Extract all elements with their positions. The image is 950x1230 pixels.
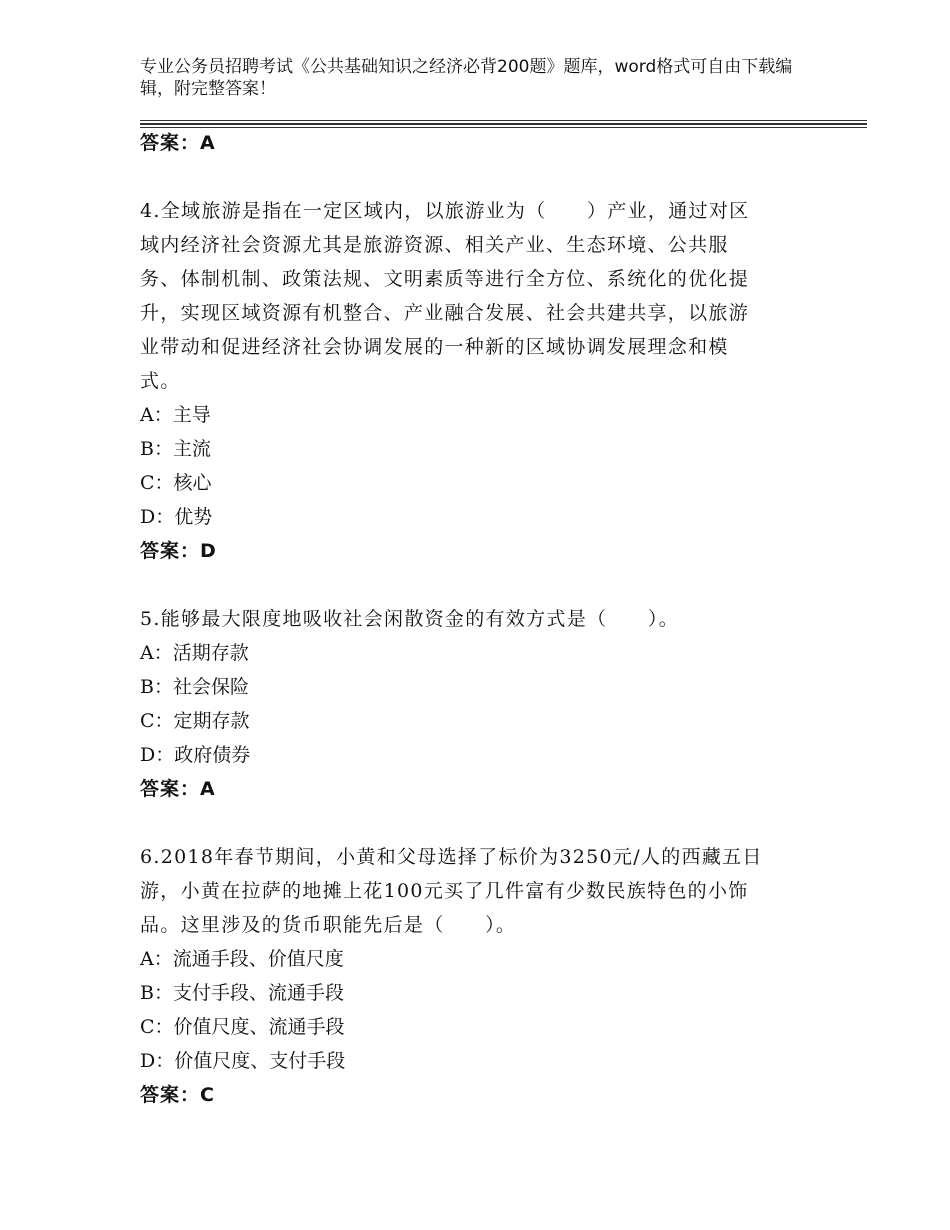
option-b: B：社会保险 (140, 676, 249, 698)
answer-line: 答案：C (140, 1084, 215, 1106)
option-c: C：核心 (140, 472, 212, 494)
question-stem-line: 6.2018年春节期间，小黄和父母选择了标价为3250元/人的西藏五日 (140, 846, 763, 868)
question-stem-line: 升，实现区域资源有机整合、产业融合发展、社会共建共享，以旅游 (140, 302, 750, 324)
question-stem-line: 5.能够最大限度地吸收社会闲散资金的有效方式是（ ）。 (140, 608, 680, 630)
question-stem-line: 品。这里涉及的货币职能先后是（ ）。 (140, 914, 517, 936)
option-a: A：主导 (140, 404, 211, 426)
document-header (140, 56, 820, 100)
previous-answer: 答案：A (140, 132, 216, 154)
question-stem-line: 业带动和促进经济社会协调发展的一种新的区域协调发展理念和模 (140, 336, 729, 358)
question-stem-line: 4.全域旅游是指在一定区域内，以旅游业为（ ）产业，通过对区 (140, 200, 750, 222)
option-b: B：支付手段、流通手段 (140, 982, 344, 1004)
option-b: B：主流 (140, 438, 211, 460)
question-block (140, 840, 810, 1112)
question-stem-line: 务、体制机制、政策法规、文明素质等进行全方位、系统化的优化提 (140, 268, 750, 290)
option-d: D：优势 (140, 506, 213, 528)
header-text: 专业公务员招聘考试《公共基础知识之经济必背200题》题库，word格式可自由下载编辑，附完整答案！ (140, 57, 793, 99)
question-block (140, 194, 810, 568)
answer-line: 答案：A (140, 778, 216, 800)
option-c: C：价值尺度、流通手段 (140, 1016, 345, 1038)
header-rule-top (140, 120, 867, 121)
spacer (140, 568, 810, 602)
option-d: D：政府债券 (140, 744, 251, 766)
answer-line: 答案：D (140, 540, 217, 562)
question-stem-line: 域内经济社会资源尤其是旅游资源、相关产业、生态环境、公共服 (140, 234, 729, 256)
question-stem-line: 式。 (140, 370, 181, 392)
header-rule-middle (140, 123, 867, 125)
question-content (140, 126, 810, 1112)
option-d: D：价值尺度、支付手段 (140, 1050, 346, 1072)
question-block (140, 602, 810, 806)
spacer (140, 806, 810, 840)
option-a: A：活期存款 (140, 642, 249, 664)
spacer (140, 160, 810, 194)
question-stem-line: 游，小黄在拉萨的地摊上花100元买了几件富有少数民族特色的小饰 (140, 880, 749, 902)
option-c: C：定期存款 (140, 710, 250, 732)
option-a: A：流通手段、价值尺度 (140, 948, 344, 970)
